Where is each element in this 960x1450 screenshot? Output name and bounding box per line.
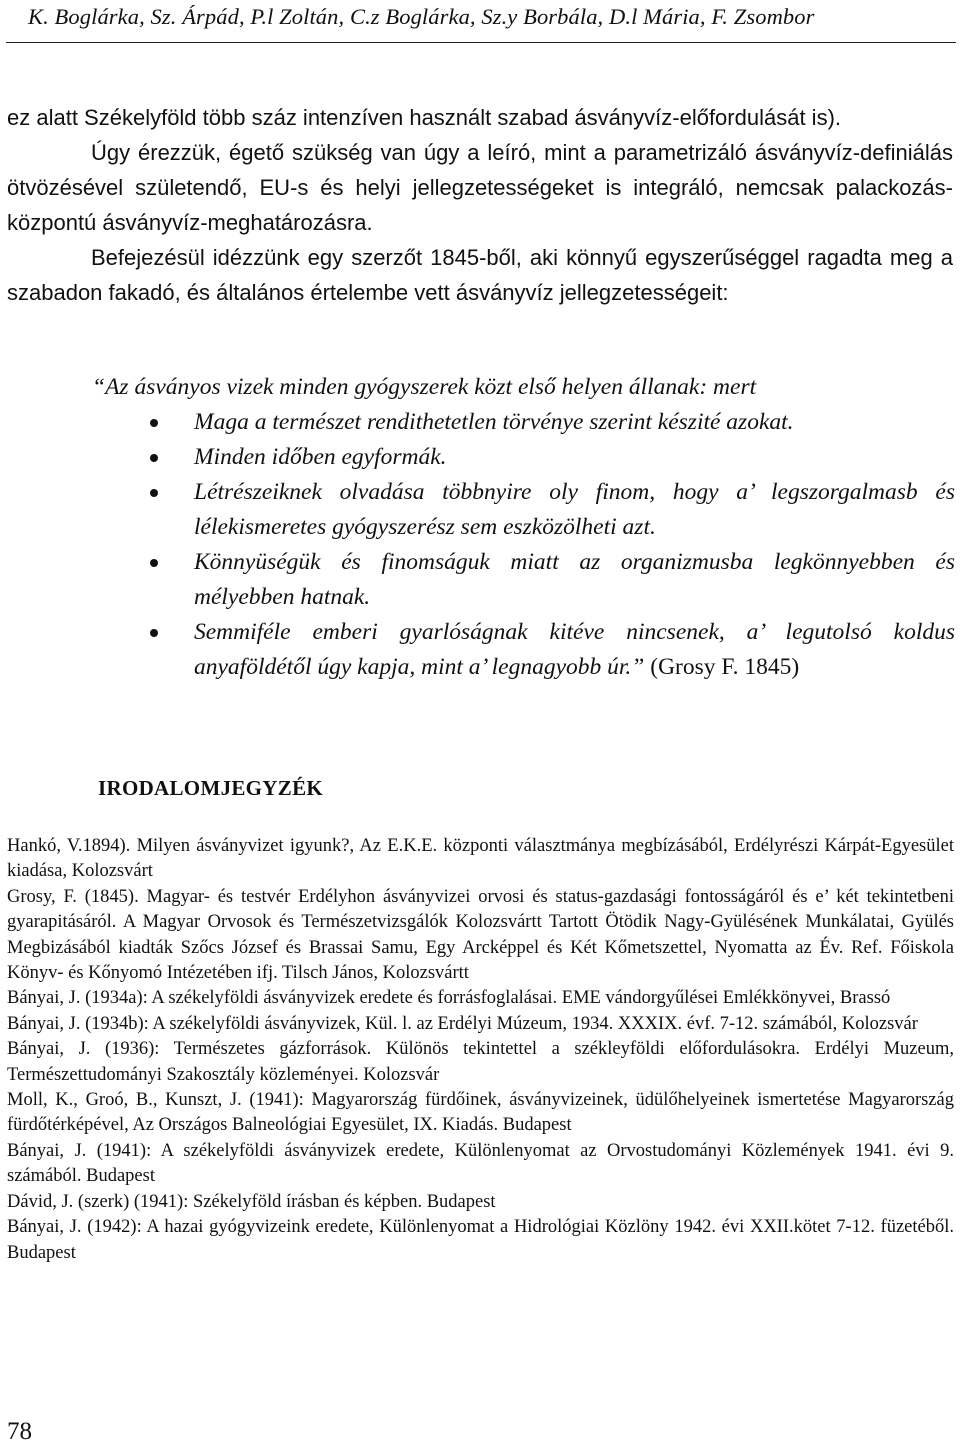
quotation-list [7,405,955,685]
bullet-icon [150,454,158,462]
bibliography-entry: Bányai, J. (1934b): A székelyföldi ásványvizek, Kül. l. az Erdélyi Múzeum, 1934. XXXIX. évf. 7-12. számából, Kolozsvár [7,1013,918,1034]
quotation-item [194,615,955,685]
bibliography-entry: Grosy, F. (1845). Magyar- és testvér Erdélyhon ásványvizei orvosi és status-gazdasági fontosságáról és e’ két tekintetbeni gyarapitásáról. A Magyar Orvosok és Természetvizsgálók Kolozsvártt Tartott Ötödik Nagy-Gyülésének Munkálatai, Gyülés Megbizásából kiadták Szőcs József és Brassai Samu, Egy Arcképpel és Két Kőmetszettel, Nyomatta az Év. Ref. Főiskola Könyv- és Kőnyomó Intézetében ifj. Tilsch János, Kolozsvártt [7,886,954,984]
bibliography-entry: Bányai, J. (1941): A székelyföldi ásványvizek eredete, Különlenyomat az Orvostudományi Közlemények 1941. évi 9. számából. Budapest [7,1140,954,1187]
quotation-item [194,405,955,440]
bibliography-heading: IRODALOMJEGYZÉK [98,776,324,800]
body-text [7,100,953,310]
quotation-block [7,370,955,685]
bibliography-entry: Dávid, J. (szerk) (1941): Székelyföld írásban és képben. Budapest [7,1191,496,1212]
page-number: 78 [7,1418,32,1445]
quotation-item-text: Könnyüségük és finomságuk miatt az organizmusba legkönnyebben és mélyebben hatnak. [194,549,955,610]
bibliography-entry: Bányai, J. (1942): A hazai gyógyvizeink eredete, Különlenyomat a Hidrológiai Közlöny 1942. évi XXII.kötet 7-12. füzetéből. Budapest [7,1217,954,1263]
body-paragraph: ez alatt Székelyföld több száz intenzíven használt szabad ásványvíz-előfordulását is). [7,105,842,130]
quotation-item-text: Minden időben egyformák. [194,444,447,470]
quotation-item [194,440,955,475]
quotation-item-text: Maga a természet rendithetetlen törvénye szerint készité azokat. [194,409,794,435]
quotation-item [194,545,955,615]
header-rule [6,42,956,43]
quotation-intro: “Az ásványos vizek minden gyógyszerek közt első helyen állanak: mert [92,374,757,400]
running-head-authors: K. Boglárka, Sz. Árpád, P.l Zoltán, C.z Boglárka, Sz.y Borbála, D.l Mária, F. Zsombor [28,4,815,29]
bullet-icon [150,419,158,427]
quotation-citation: (Grosy F. 1845) [644,654,800,680]
body-paragraph: Úgy érezzük, égető szükség van úgy a leíró, mint a parametrizáló ásványvíz-definiálás ötvözésével születendő, EU-s és helyi jellegzetességeket is integráló, nemcsak palackozás-központú ásványvíz-meghatározásra. [7,140,953,235]
bullet-icon [150,489,158,497]
bibliography-entry: Moll, K., Groó, B., Kunszt, J. (1941): Magyarország fürdőinek, ásványvizeinek, üdülőhelyeinek ismertetése Magyarország fürdőtérképével, Az Országos Balneológiai Egyesület, IX. Kiadás. Budapest [7,1090,954,1136]
quotation-item-text: Semmiféle emberi gyarlóságnak kitéve nincsenek, a’ legutolsó koldus anyaföldétől úgy kapja, mint a’ legnagyobb úr.” [194,619,955,680]
bullet-icon [150,629,158,637]
bibliography-entry: Bányai, J. (1936): Természetes gázforrások. Különös tekintettel a székleyföldi előfordulásokra. Erdélyi Muzeum, Természettudományi Szakosztály közleményei. Kolozsvár [7,1039,954,1085]
bibliography-entry: Bányai, J. (1934a): A székelyföldi ásványvizek eredete és forrásfoglalásai. EME vándorgyűlései Emlékkönyvei, Brassó [7,988,891,1009]
body-paragraph: Befejezésül idézzünk egy szerzőt 1845-ből, aki könnyű egyszerűséggel ragadta meg a szabadon fakadó, és általános értelembe vett ásványvíz jellegzetességeit: [7,245,953,305]
bullet-icon [150,559,158,567]
quotation-item [194,475,955,545]
bibliography-list [7,834,954,1266]
quotation-item-text: Létrészeiknek olvadása többnyire oly finom, hogy a’ legszorgalmasb és lélekismeretes gyógyszerész sem eszközölheti azt. [194,479,955,540]
bibliography-entry: Hankó, V.1894). Milyen ásványvizet igyunk?, Az E.K.E. központi választmánya megbízásából, Erdélyrészi Kárpát-Egyesület kiadása, Kolozsvárt [7,836,954,882]
